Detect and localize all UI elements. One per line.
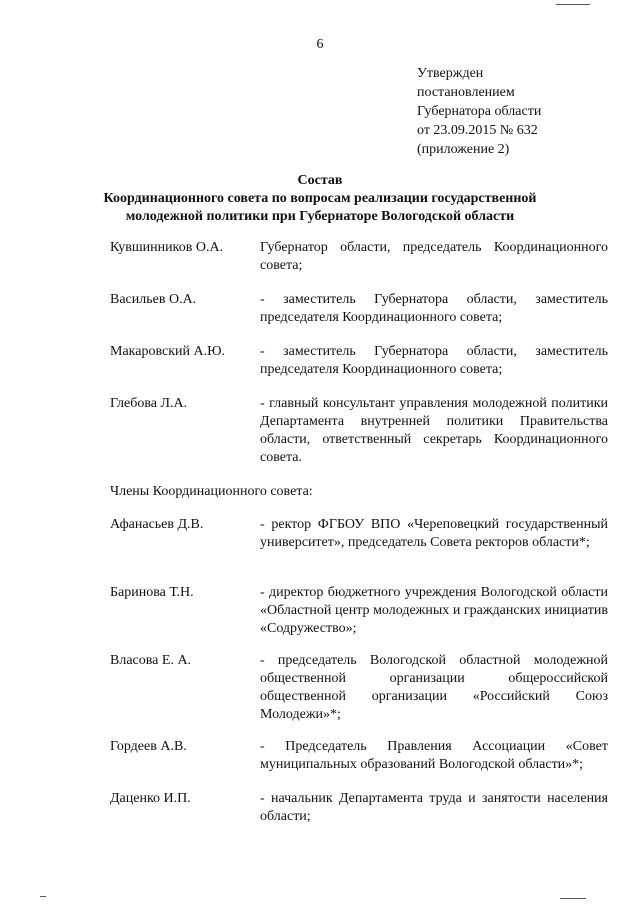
- person-name: Власова Е. А.: [110, 653, 192, 668]
- document-title: [40, 172, 600, 226]
- person-role: Губернатор области, председатель Координационного совета;: [260, 240, 608, 273]
- scan-mark-bottom-left: [40, 896, 46, 897]
- person-name: Афанасьев Д.В.: [110, 517, 204, 532]
- person-role: - директор бюджетного учреждения Вологодской области «Областной центр молодежных и гражданских инициатив «Содружество»;: [260, 585, 608, 636]
- approval-line: постановлением: [417, 85, 515, 100]
- title-line: Координационного совета по вопросам реализации государственной: [103, 191, 537, 206]
- person-role: - ректор ФГБОУ ВПО «Череповецкий государственный университет», председатель Совета ректоров области*;: [260, 517, 608, 550]
- members-heading: Члены Координационного совета:: [110, 484, 313, 499]
- approval-stamp: [417, 64, 541, 159]
- person-role: - заместитель Губернатора области, заместитель председателя Координационного совета;: [260, 344, 608, 377]
- scan-mark-top: [556, 4, 590, 5]
- approval-line: Губернатора области: [417, 104, 542, 119]
- person-role: - начальник Департамента труда и занятости населения области;: [260, 791, 608, 824]
- scan-mark-bottom-right: [560, 898, 586, 899]
- person-name: Макаровский А.Ю.: [110, 344, 225, 359]
- approval-line: (приложение 2): [417, 142, 510, 157]
- approval-line: от 23.09.2015 № 632: [417, 123, 538, 138]
- person-name: Гордеев А.В.: [110, 739, 187, 754]
- person-name: Глебова Л.А.: [110, 396, 188, 411]
- person-role: - Председатель Правления Ассоциации «Совет муниципальных образований Вологодской области»*;: [260, 739, 608, 772]
- person-role: - главный консультант управления молодежной политики Департамента внутренней политики Правительства области, ответственный секретарь Координационного совета.: [260, 396, 608, 465]
- approval-line: Утвержден: [417, 66, 484, 81]
- title-line: молодежной политики при Губернаторе Вологодской области: [125, 209, 515, 224]
- person-name: Кувшинников О.А.: [110, 240, 224, 255]
- person-role: - заместитель Губернатора области, заместитель председателя Координационного совета;: [260, 292, 608, 325]
- page-number: 6: [316, 37, 324, 52]
- person-name: Васильев О.А.: [110, 292, 197, 307]
- person-name: Даценко И.П.: [110, 791, 191, 806]
- person-role: - председатель Вологодской областной молодежной общественной организации общероссийской общественной организации «Российский Союз Молодежи»*;: [260, 653, 608, 722]
- title-heading: Состав: [297, 173, 343, 188]
- person-name: Баринова Т.Н.: [110, 585, 194, 600]
